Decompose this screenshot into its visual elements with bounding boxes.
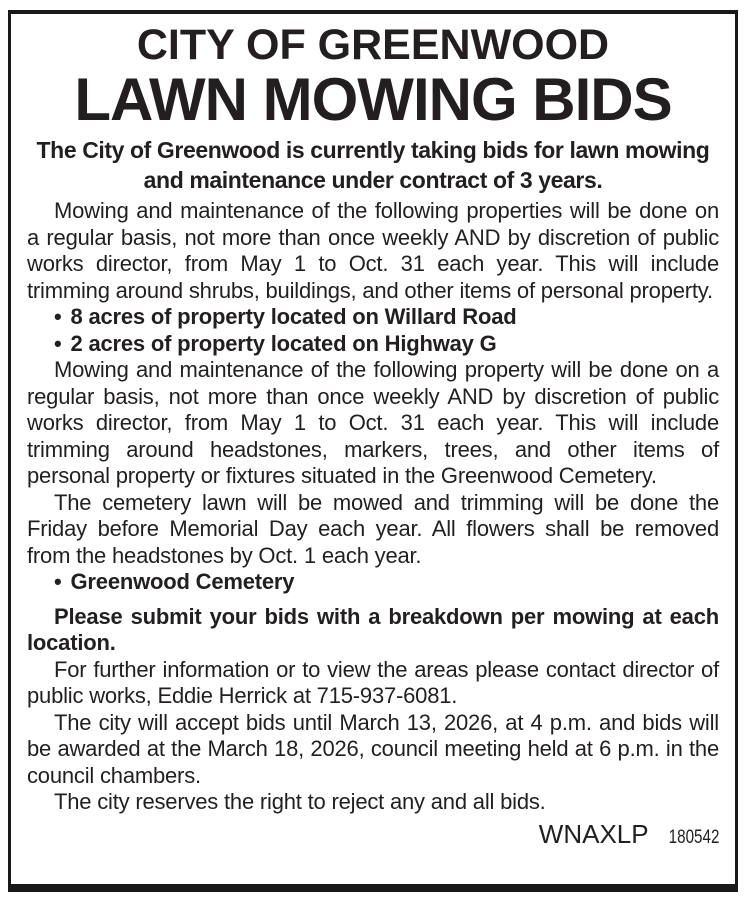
bullet-icon: • bbox=[54, 304, 62, 329]
paragraph-cemetery-mowing: Mowing and maintenance of the following property will be done on a regular basis, not more than once weekly AND by discretion of public works director, from May 1 to Oct. 31 each year. This will include trimming around headstones, markers, trees, and other items of personal property or fixtures situated in the Greenwood Cemetery. bbox=[27, 357, 719, 488]
bullet-icon: • bbox=[54, 330, 62, 356]
bullet-label: Greenwood Cemetery bbox=[70, 569, 295, 594]
bullet-icon: • bbox=[54, 569, 62, 594]
legal-footer bbox=[27, 819, 719, 853]
ad-title: LAWN MOWING BIDS bbox=[74, 66, 672, 133]
bullet-label: 8 acres of property located on Willard Road bbox=[70, 304, 517, 329]
notice-number: 180542 bbox=[668, 826, 719, 848]
paragraph-bid-deadline: The city will accept bids until March 13, 2026, at 4 p.m. and bids will be awarded at the March 18, 2026, council meeting held at 6 p.m. in the council chambers. bbox=[27, 709, 719, 788]
wnaxlp-tagline: WNAXLP bbox=[538, 818, 649, 849]
paragraph-submit-bids: Please submit your bids with a breakdown per mowing at each location. bbox=[27, 603, 719, 655]
list-item-willard-road bbox=[27, 304, 719, 331]
paragraph-reject-rights: The city reserves the right to reject any and all bids. bbox=[54, 789, 546, 814]
paragraph-contact-info: For further information or to view the areas please contact director of public works, Eddie Herrick at 715-937-6081. bbox=[27, 656, 719, 708]
list-item-greenwood-cemetery bbox=[27, 569, 719, 596]
paragraph-cemetery-schedule: The cemetery lawn will be mowed and trimming will be done the Friday before Memorial Day each year. All flowers shall be removed from the headstones by Oct. 1 each year. bbox=[27, 489, 719, 568]
intro-statement: The City of Greenwood is currently taking bids for lawn mowing and maintenance under contract of 3 years. bbox=[36, 137, 710, 193]
list-item-highway-g bbox=[27, 331, 719, 358]
city-kicker-heading: CITY OF GREENWOOD bbox=[136, 21, 610, 69]
lawn-mowing-bids-notice bbox=[8, 10, 738, 892]
property-bullet-list bbox=[27, 304, 719, 357]
bullet-label: 2 acres of property located on Highway G bbox=[70, 330, 497, 356]
cemetery-bullet-list bbox=[27, 569, 719, 596]
paragraph-properties-mowing: Mowing and maintenance of the following properties will be done on a regular basis, not more than once weekly AND by discretion of public works director, from May 1 to Oct. 31 each year. This will include trimming around shrubs, buildings, and other items of personal property. bbox=[27, 198, 719, 303]
